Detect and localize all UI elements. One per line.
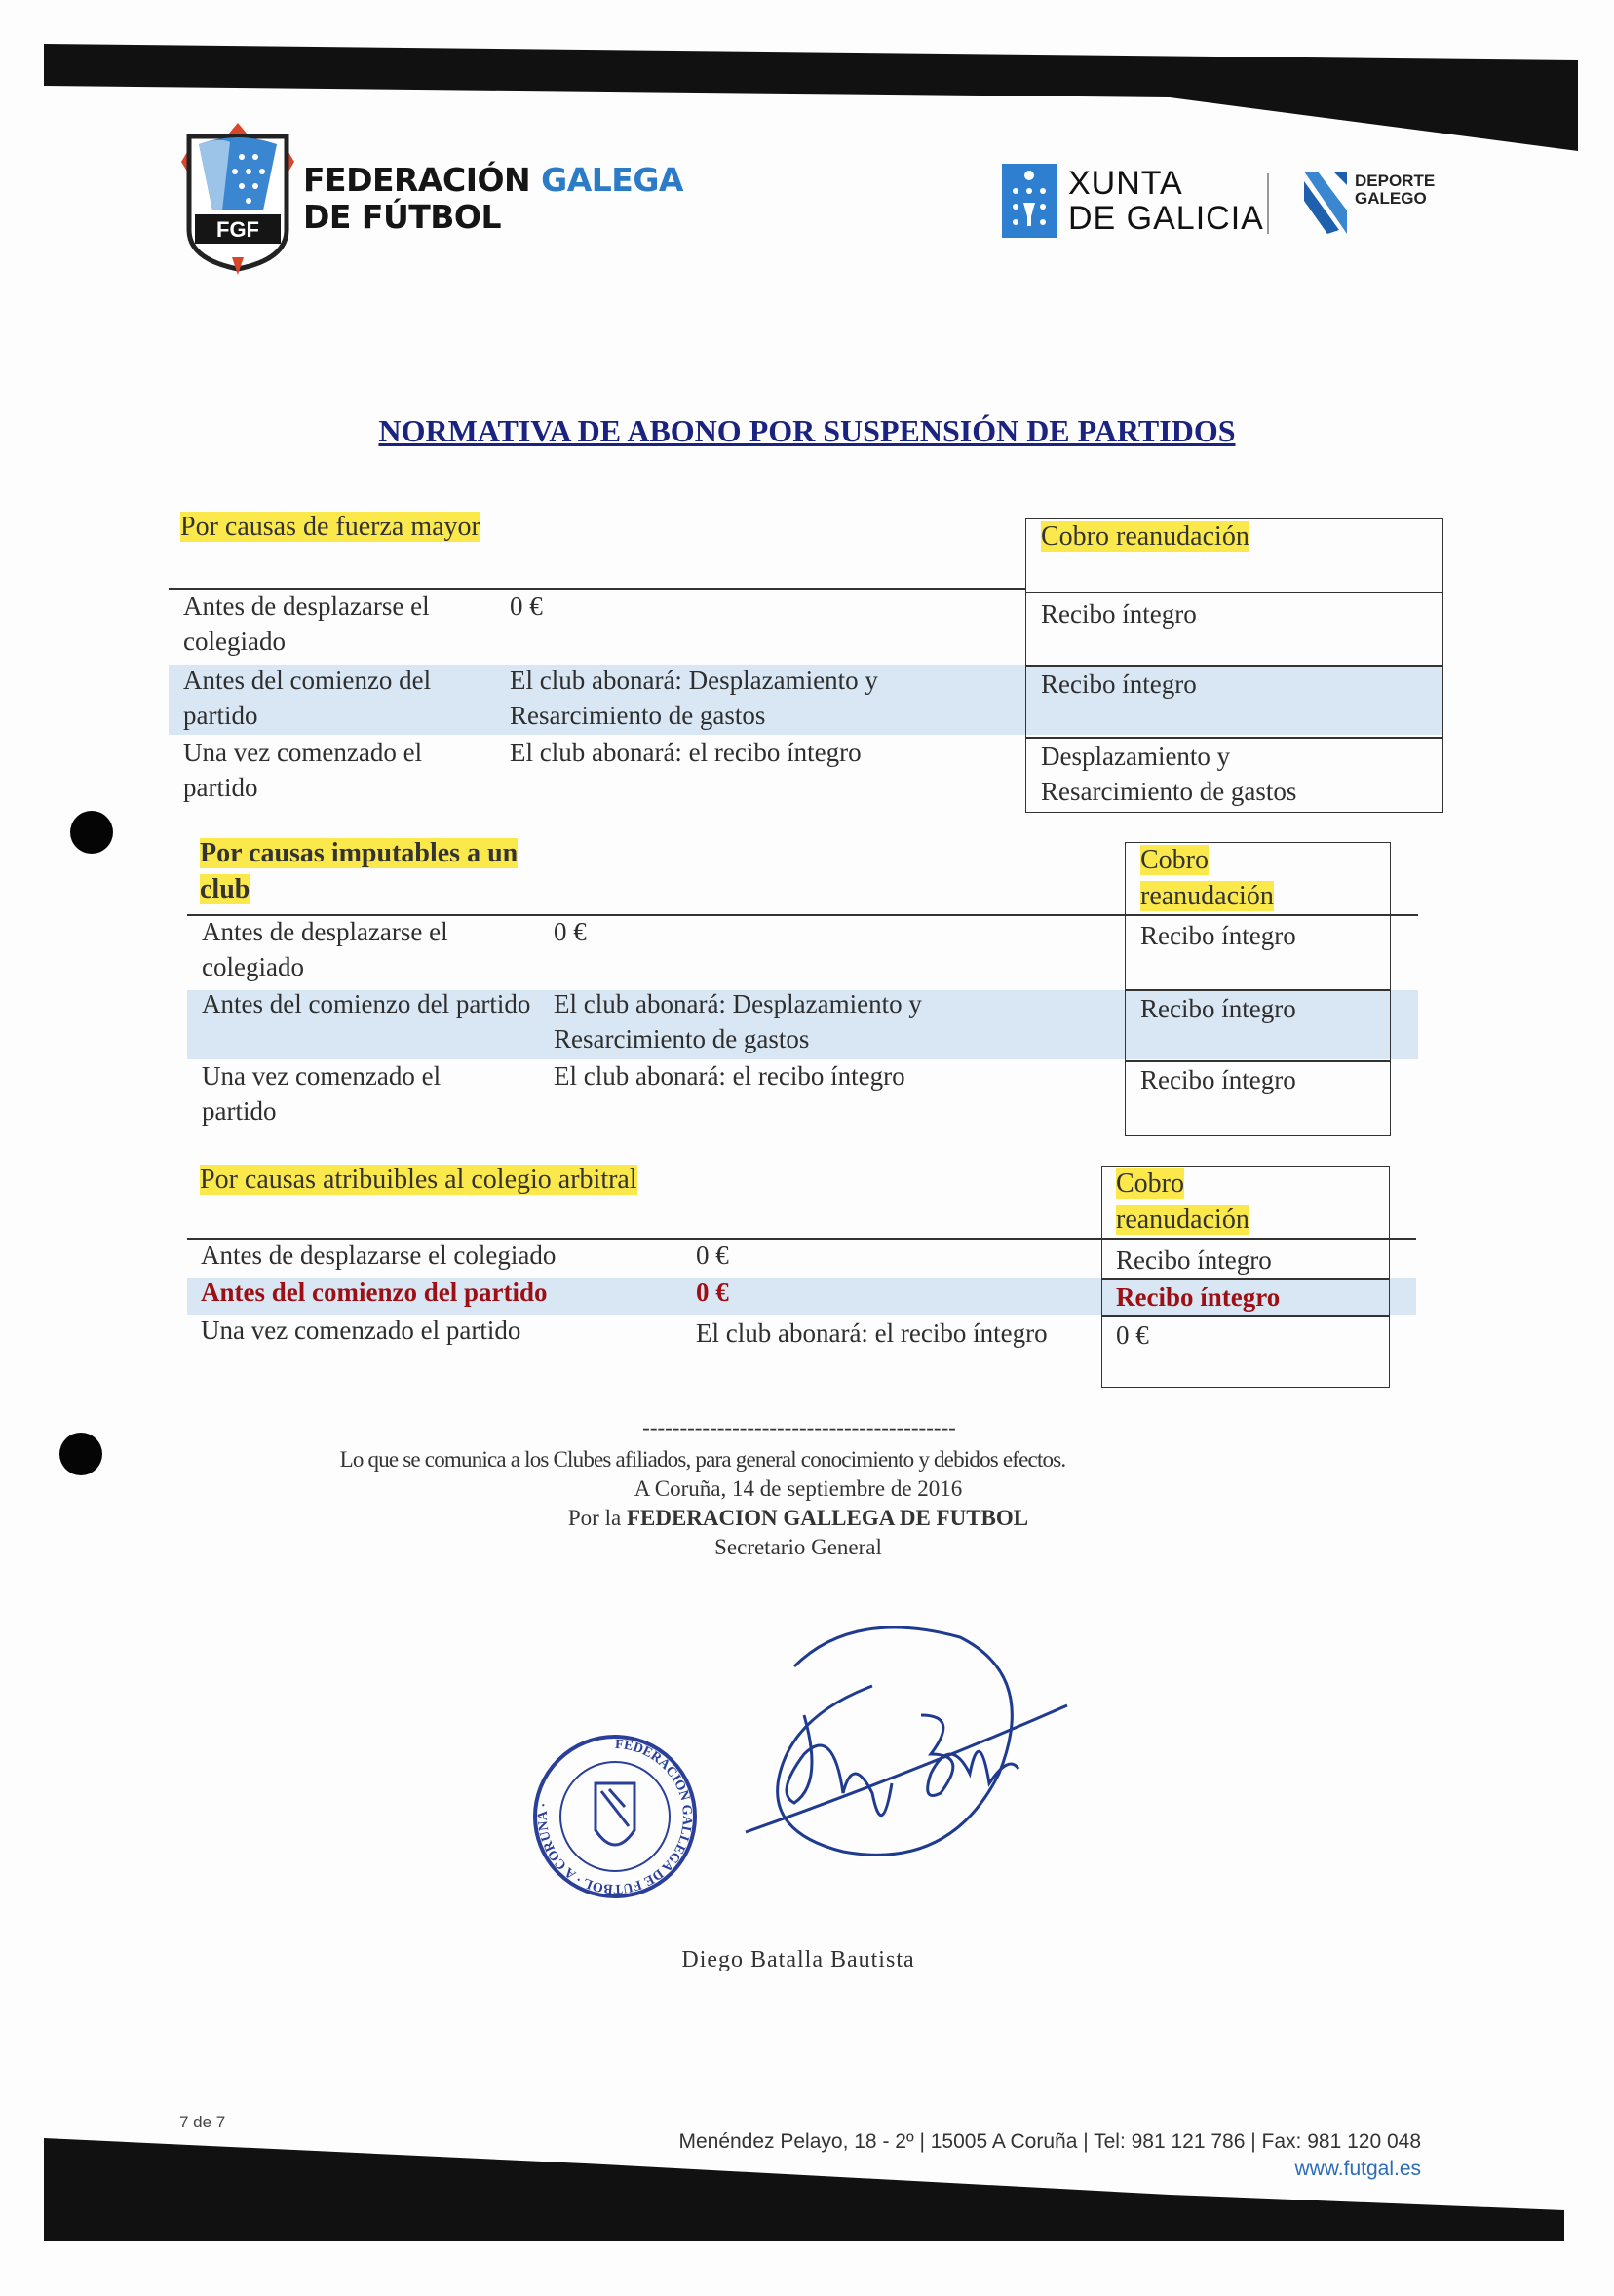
col3-header: Cobro reanudación bbox=[1041, 521, 1249, 552]
cell-payment: El club abonará: el recibo íntegro bbox=[510, 738, 862, 767]
section-header: Por causas imputables a un club bbox=[200, 838, 519, 904]
cell-when: Antes de desplazarse el colegiado bbox=[202, 917, 448, 981]
closing-line: Lo que se comunica a los Clubes afiliados, para general conocimiento y debidos efectos. bbox=[339, 1447, 1066, 1472]
cell-resume: Recibo íntegro bbox=[1116, 1245, 1272, 1275]
cell-when: Una vez comenzado el partido bbox=[183, 738, 423, 802]
cell-resume: Recibo íntegro bbox=[1140, 1065, 1296, 1094]
signer-name: Diego Batalla Bautista bbox=[681, 1947, 915, 1972]
deporte-line1: DEPORTE bbox=[1355, 172, 1436, 190]
col3-header: Cobro reanudación bbox=[1140, 845, 1274, 911]
cell-resume: Desplazamiento y Resarcimiento de gastos bbox=[1041, 742, 1297, 806]
xunta-line2: DE GALICIA bbox=[1068, 200, 1264, 237]
footer-address: Menéndez Pelayo, 18 - 2º | 15005 A Coruña | Tel: 981 121 786 | Fax: 981 120 048 bbox=[678, 2130, 1421, 2153]
divider bbox=[1101, 1315, 1389, 1317]
federation-name-line2: DE FÚTBOL bbox=[303, 198, 502, 236]
section-header: Por causas de fuerza mayor bbox=[180, 512, 480, 542]
fgf-logo bbox=[181, 123, 294, 275]
federation-name-blue: GALEGA bbox=[541, 161, 683, 199]
cell-when: Antes de desplazarse el colegiado bbox=[201, 1241, 557, 1270]
cell-when: Antes del comienzo del partido bbox=[202, 989, 531, 1018]
separator: ------------------------------------------ bbox=[642, 1415, 956, 1439]
cell-resume: Recibo íntegro bbox=[1140, 994, 1296, 1023]
xunta-emblem bbox=[1002, 164, 1057, 238]
cell-resume: 0 € bbox=[1116, 1320, 1149, 1350]
cell-payment: El club abonará: Desplazamiento y Resarcimiento de gastos bbox=[510, 666, 878, 730]
cell-payment: El club abonará: el recibo íntegro bbox=[696, 1319, 1048, 1348]
deporte-line2: GALEGO bbox=[1355, 189, 1427, 208]
closing-federation: Por la FEDERACION GALLEGA DE FUTBOL bbox=[567, 1506, 1029, 1530]
cell-when: Antes del comienzo del partido bbox=[183, 666, 432, 730]
logo-divider bbox=[1267, 173, 1269, 234]
cell-when: Antes de desplazarse el colegiado bbox=[183, 592, 430, 656]
federation-name bbox=[303, 162, 683, 236]
signature bbox=[736, 1608, 1072, 1881]
federation-name-black: FEDERACIÓN bbox=[303, 161, 531, 199]
cell-payment: 0 € bbox=[554, 917, 587, 946]
federation-seal bbox=[531, 1733, 699, 1900]
closing-role: Secretario General bbox=[714, 1535, 882, 1559]
footer-website-link[interactable]: www.futgal.es bbox=[1294, 2158, 1421, 2180]
cell-resume: Recibo íntegro bbox=[1041, 670, 1197, 699]
footer-band bbox=[0, 2124, 1614, 2261]
col3-header: Cobro reanudación bbox=[1116, 1168, 1249, 1235]
cell-payment: 0 € bbox=[510, 592, 543, 621]
cell-when: Antes del comienzo del partido bbox=[201, 1278, 548, 1307]
svg-text:FEDERACION GALLEGA DE FUTBOL ·: FEDERACION GALLEGA DE FUTBOL · A CORUÑA · bbox=[535, 1737, 695, 1896]
cell-when: Una vez comenzado el partido bbox=[201, 1316, 521, 1345]
section-header: Por causas atribuibles al colegio arbitral bbox=[200, 1165, 637, 1195]
xunta-text bbox=[1068, 166, 1264, 236]
cell-resume: Recibo íntegro bbox=[1140, 921, 1296, 950]
cell-payment: 0 € bbox=[696, 1278, 729, 1307]
cell-payment: El club abonará: Desplazamiento y Resarcimiento de gastos bbox=[554, 989, 922, 1053]
svg-text:FGF: FGF bbox=[216, 217, 259, 242]
xunta-line1: XUNTA bbox=[1068, 165, 1183, 202]
cell-when: Una vez comenzado el partido bbox=[202, 1061, 442, 1126]
cell-payment: 0 € bbox=[696, 1241, 729, 1270]
deporte-galego-text bbox=[1355, 172, 1435, 208]
closing-date: A Coruña, 14 de septiembre de 2016 bbox=[634, 1476, 963, 1501]
cell-resume: Recibo íntegro bbox=[1116, 1282, 1281, 1312]
deporte-galego-icon bbox=[1304, 172, 1347, 234]
cell-resume: Recibo íntegro bbox=[1041, 599, 1197, 629]
divider bbox=[1025, 592, 1442, 593]
page-number: 7 de 7 bbox=[179, 2113, 226, 2131]
cell-payment: El club abonará: el recibo íntegro bbox=[554, 1061, 905, 1091]
punch-hole bbox=[70, 811, 113, 854]
page-title: NORMATIVA DE ABONO POR SUSPENSIÓN DE PARTIDOS bbox=[378, 413, 1236, 448]
